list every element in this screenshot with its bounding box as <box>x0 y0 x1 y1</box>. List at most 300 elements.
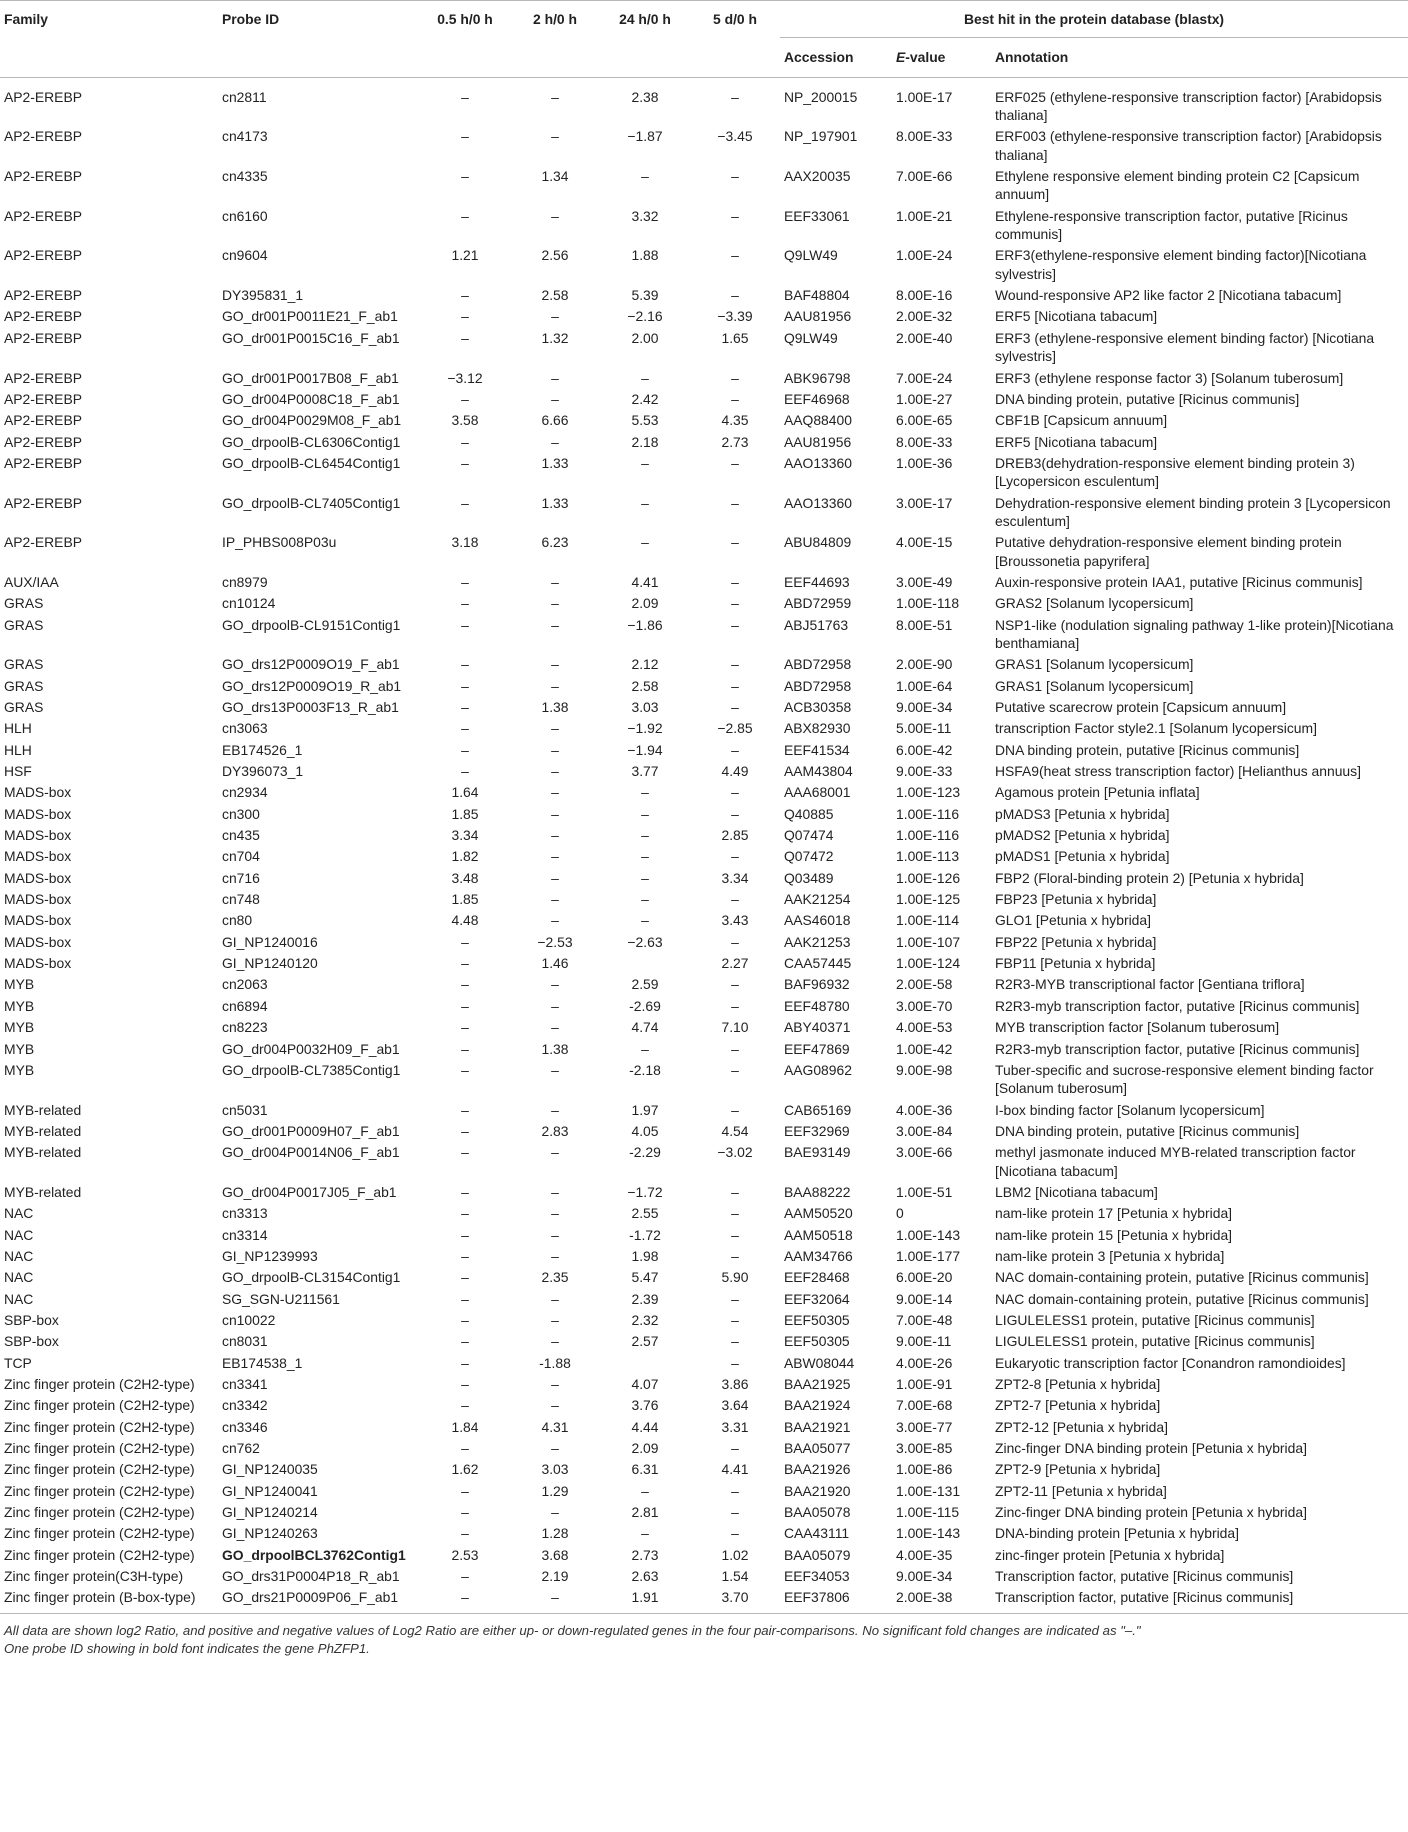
cell-ratio-2h: – <box>551 997 559 1014</box>
cell-ratio-5d: – <box>731 1290 739 1307</box>
cell-ratio-2h: 2.19 <box>541 1568 569 1585</box>
table-row <box>0 1523 1408 1544</box>
cell-ratio-2h: – <box>551 369 559 386</box>
cell-annotation: zinc-finger protein [Petunia x hybrida] <box>995 1546 1225 1563</box>
cell-ratio-24h: 2.18 <box>631 433 659 450</box>
cell-ratio-0-5h: – <box>461 997 469 1014</box>
cell-ratio-2h: – <box>551 848 559 865</box>
cell-family: AP2-EREBP <box>4 329 82 346</box>
cell-family: AP2-EREBP <box>4 412 82 429</box>
cell-annotation: nam-like protein 17 [Petunia x hybrida] <box>995 1205 1233 1222</box>
cell-ratio-2h: 1.33 <box>541 454 569 471</box>
cell-ratio-24h: 2.58 <box>631 677 659 694</box>
cell-probe-id: GO_drs13P0003F13_R_ab1 <box>222 699 399 715</box>
cell-evalue: 8.00E-51 <box>896 616 953 633</box>
table-row <box>0 328 1408 368</box>
cell-ratio-2h: 2.35 <box>541 1269 569 1286</box>
cell-ratio-0-5h: 3.58 <box>451 412 479 429</box>
cell-family: MYB-related <box>4 1101 82 1118</box>
cell-ratio-0-5h: – <box>461 1354 469 1371</box>
cell-annotation: ERF3(ethylene-responsive element binding factor)[Nicotiana sylvestris] <box>995 247 1367 282</box>
cell-probe-id: cn4335 <box>222 168 268 185</box>
cell-ratio-5d: 3.43 <box>721 912 749 929</box>
cell-ratio-5d: −3.39 <box>717 308 753 325</box>
cell-ratio-5d: 7.10 <box>721 1019 749 1036</box>
table-row <box>0 1289 1408 1310</box>
cell-family: AP2-EREBP <box>4 287 82 304</box>
cell-ratio-2h: 3.68 <box>541 1546 569 1563</box>
table-row <box>0 1545 1408 1566</box>
cell-family: MADS-box <box>4 848 72 865</box>
cell-ratio-24h: 2.63 <box>631 1568 659 1585</box>
cell-probe-id: cn6160 <box>222 207 268 224</box>
cell-probe-id: GI_NP1240263 <box>222 1525 318 1542</box>
cell-evalue: 1.00E-124 <box>896 955 961 972</box>
cell-ratio-24h: 3.76 <box>631 1397 659 1414</box>
cell-ratio-0-5h: – <box>461 1183 469 1200</box>
cell-accession: CAA43111 <box>784 1525 850 1542</box>
cell-accession: EEF32064 <box>784 1290 850 1307</box>
cell-accession: BAA21925 <box>784 1376 851 1392</box>
cell-evalue: 4.00E-15 <box>896 534 953 551</box>
cell-evalue: 1.00E-116 <box>896 805 960 822</box>
cell-family: MYB-related <box>4 1144 82 1161</box>
table-row <box>0 126 1408 166</box>
table-row <box>0 572 1408 593</box>
cell-probe-id: GI_NP1240035 <box>222 1461 318 1478</box>
cell-accession: ACB30358 <box>784 699 852 715</box>
cell-probe-id: cn3341 <box>222 1376 268 1392</box>
cell-evalue: 1.00E-177 <box>896 1247 961 1264</box>
cell-ratio-5d: 1.02 <box>721 1546 749 1563</box>
cell-probe-id: GO_drpoolBCL3762Contig1 <box>222 1546 406 1563</box>
cell-probe-id: GI_NP1240120 <box>222 955 318 972</box>
cell-family: AP2-EREBP <box>4 369 82 386</box>
cell-annotation: DNA binding protein, putative [Ricinus communis] <box>995 1122 1300 1139</box>
cell-accession: CAA57445 <box>784 955 852 972</box>
table-row <box>0 1502 1408 1523</box>
cell-evalue: 1.00E-24 <box>896 247 953 264</box>
cell-probe-id: GO_drpoolB-CL7385Contig1 <box>222 1061 401 1078</box>
cell-family: HLH <box>4 720 32 737</box>
cell-annotation: Wound-responsive AP2 like factor 2 [Nicotiana tabacum] <box>995 287 1342 304</box>
cell-ratio-0-5h: – <box>461 1226 469 1243</box>
cell-family: SBP-box <box>4 1311 59 1328</box>
cell-ratio-2h: 2.56 <box>541 247 569 264</box>
cell-family: GRAS <box>4 595 44 612</box>
cell-ratio-5d: – <box>731 848 739 865</box>
table-row <box>0 532 1408 572</box>
cell-accession: AAQ88400 <box>784 412 852 429</box>
cell-annotation: R2R3-myb transcription factor, putative [Ricinus communis] <box>995 1040 1360 1057</box>
table-header <box>0 1 1408 78</box>
table-row <box>0 493 1408 533</box>
header-probe-id: Probe ID <box>222 11 280 27</box>
table-row <box>0 676 1408 697</box>
cell-ratio-0-5h: – <box>461 88 469 105</box>
cell-ratio-24h: – <box>641 1482 649 1499</box>
cell-family: MADS-box <box>4 869 72 886</box>
cell-family: MADS-box <box>4 784 72 801</box>
cell-ratio-0-5h: – <box>461 1247 469 1264</box>
cell-evalue: 1.00E-86 <box>896 1461 953 1478</box>
cell-family: Zinc finger protein (C2H2-type) <box>4 1397 195 1414</box>
cell-ratio-24h: −2.16 <box>627 308 663 325</box>
cell-probe-id: cn2934 <box>222 784 268 801</box>
table-row <box>0 1353 1408 1374</box>
cell-ratio-2h: – <box>551 1247 559 1264</box>
cell-ratio-24h: 4.05 <box>631 1122 659 1139</box>
cell-probe-id: GO_dr004P0014N06_F_ab1 <box>222 1144 400 1161</box>
cell-annotation: DNA binding protein, putative [Ricinus communis] <box>995 741 1300 758</box>
cell-annotation: Agamous protein [Petunia inflata] <box>995 784 1200 801</box>
cell-ratio-2h: 6.66 <box>541 412 569 429</box>
cell-ratio-2h: 1.28 <box>541 1525 569 1542</box>
cell-ratio-5d: – <box>731 976 739 993</box>
cell-ratio-0-5h: – <box>461 677 469 694</box>
cell-ratio-24h: 4.74 <box>631 1019 659 1036</box>
cell-annotation: transcription Factor style2.1 [Solanum lycopersicum] <box>995 720 1317 737</box>
cell-annotation: ZPT2-11 [Petunia x hybrida] <box>995 1482 1167 1499</box>
cell-annotation: Ethylene responsive element binding protein C2 [Capsicum annuum] <box>995 168 1360 203</box>
cell-evalue: 9.00E-34 <box>896 699 953 715</box>
cell-probe-id: GO_drpoolB-CL6454Contig1 <box>222 454 401 471</box>
cell-annotation: Ethylene-responsive transcription factor, putative [Ricinus communis] <box>995 207 1348 243</box>
cell-probe-id: GI_NP1240041 <box>222 1482 318 1499</box>
cell-ratio-2h: – <box>551 741 559 758</box>
cell-ratio-0-5h: 3.34 <box>451 827 479 844</box>
cell-accession: AAS46018 <box>784 912 851 929</box>
cell-ratio-2h: 6.23 <box>541 534 569 551</box>
table-row <box>0 77 1408 126</box>
cell-family: GRAS <box>4 616 44 633</box>
cell-annotation: Tuber-specific and sucrose-responsive element binding factor [Solanum tuberosum] <box>995 1061 1374 1097</box>
cell-family: Zinc finger protein (C2H2-type) <box>4 1440 195 1457</box>
cell-ratio-5d: – <box>731 168 739 185</box>
cell-evalue: 1.00E-114 <box>896 912 960 929</box>
cell-evalue: 6.00E-65 <box>896 412 953 429</box>
cell-ratio-2h: 1.29 <box>541 1482 569 1499</box>
cell-accession: AAU81956 <box>784 433 852 450</box>
cell-probe-id: cn8223 <box>222 1019 268 1036</box>
cell-ratio-5d: −3.45 <box>717 128 753 145</box>
cell-evalue: 1.00E-51 <box>896 1183 953 1200</box>
cell-ratio-5d: – <box>731 1226 739 1243</box>
cell-probe-id: GO_drs31P0004P18_R_ab1 <box>222 1568 400 1585</box>
cell-probe-id: cn435 <box>222 827 260 844</box>
cell-family: MADS-box <box>4 827 72 844</box>
cell-annotation: Auxin-responsive protein IAA1, putative [Ricinus communis] <box>995 573 1363 590</box>
cell-accession: Q40885 <box>784 805 834 822</box>
cell-evalue: 2.00E-40 <box>896 329 953 346</box>
cell-probe-id: cn9604 <box>222 247 268 264</box>
table-row <box>0 206 1408 246</box>
cell-ratio-2h: – <box>551 1397 559 1414</box>
cell-annotation: LBM2 [Nicotiana tabacum] <box>995 1183 1158 1200</box>
cell-ratio-0-5h: – <box>461 287 469 304</box>
cell-family: MYB <box>4 1040 35 1057</box>
cell-probe-id: cn300 <box>222 805 260 822</box>
cell-evalue: 7.00E-68 <box>896 1397 953 1414</box>
cell-ratio-5d: – <box>731 88 739 105</box>
cell-annotation: Transcription factor, putative [Ricinus communis] <box>995 1589 1294 1606</box>
cell-ratio-2h: −2.53 <box>537 933 573 950</box>
cell-evalue: 1.00E-17 <box>896 88 953 105</box>
cell-ratio-24h: – <box>641 369 649 386</box>
cell-annotation: R2R3-myb transcription factor, putative [Ricinus communis] <box>995 997 1360 1014</box>
table-row <box>0 1142 1408 1182</box>
cell-ratio-5d: – <box>731 933 739 950</box>
cell-family: TCP <box>4 1354 32 1371</box>
cell-family: MYB <box>4 997 35 1014</box>
cell-annotation: ZPT2-9 [Petunia x hybrida] <box>995 1461 1161 1478</box>
cell-evalue: 6.00E-42 <box>896 741 953 758</box>
cell-ratio-24h: −1.86 <box>627 616 663 633</box>
cell-family: MADS-box <box>4 933 72 950</box>
table-row <box>0 910 1408 931</box>
cell-probe-id: cn80 <box>222 912 253 929</box>
cell-evalue: 9.00E-11 <box>896 1333 952 1350</box>
cell-family: Zinc finger protein(C3H-type) <box>4 1568 184 1585</box>
cell-accession: ABW08044 <box>784 1354 855 1371</box>
cell-ratio-5d: – <box>731 699 739 715</box>
cell-ratio-0-5h: – <box>461 207 469 224</box>
cell-probe-id: GO_drpoolB-CL3154Contig1 <box>222 1269 401 1286</box>
cell-accession: EEF28468 <box>784 1269 850 1286</box>
cell-accession: EEF50305 <box>784 1333 850 1350</box>
cell-ratio-0-5h: – <box>461 933 469 950</box>
cell-family: GRAS <box>4 656 44 673</box>
cell-ratio-2h: – <box>551 1019 559 1036</box>
cell-ratio-2h: 2.58 <box>541 287 569 304</box>
cell-evalue: 1.00E-125 <box>896 891 961 908</box>
cell-accession: ABX82930 <box>784 720 851 737</box>
cell-accession: ABY40371 <box>784 1019 851 1036</box>
cell-annotation: LIGULELESS1 protein, putative [Ricinus communis] <box>995 1333 1315 1350</box>
cell-evalue: 2.00E-38 <box>896 1589 953 1606</box>
cell-ratio-5d: – <box>731 1333 739 1350</box>
cell-ratio-24h: – <box>641 494 649 511</box>
cell-ratio-24h <box>600 1353 690 1374</box>
cell-ratio-0-5h: – <box>461 433 469 450</box>
cell-ratio-0-5h: – <box>461 1290 469 1307</box>
cell-ratio-0-5h: – <box>461 329 469 346</box>
cell-ratio-5d: – <box>731 1482 739 1499</box>
table-footnote: All data are shown log2 Ratio, and positive and negative values of Log2 Ratio are either up- or down-regulated genes in the four pair-comparisons. No significant fold changes are indicated as "–." One probe ID showing in bold font indicates the gene PhZFP1. <box>4 1622 1141 1657</box>
cell-ratio-24h: 1.88 <box>631 247 659 264</box>
cell-evalue: 4.00E-36 <box>896 1101 953 1118</box>
cell-probe-id: cn2811 <box>222 88 267 105</box>
cell-probe-id: cn2063 <box>222 976 268 993</box>
header-ratio-2h: 2 h/0 h <box>533 11 577 27</box>
cell-ratio-24h: 2.55 <box>631 1205 659 1222</box>
cell-annotation: ERF003 (ethylene-responsive transcription factor) [Arabidopsis thaliana] <box>995 128 1382 163</box>
cell-ratio-24h: -1.72 <box>629 1226 661 1243</box>
cell-annotation: ZPT2-8 [Petunia x hybrida] <box>995 1376 1161 1392</box>
cell-ratio-5d: – <box>731 247 739 264</box>
cell-annotation: DREB3(dehydration-responsive element binding protein 3)[Lycopersicon esculentum] <box>995 454 1355 490</box>
cell-ratio-24h: -2.29 <box>629 1144 661 1161</box>
cell-ratio-0-5h: 4.48 <box>451 912 479 929</box>
cell-family: Zinc finger protein (C2H2-type) <box>4 1461 195 1478</box>
cell-annotation: ERF3 (ethylene-responsive element binding factor) [Nicotiana sylvestris] <box>995 329 1375 365</box>
cell-accession: BAA05079 <box>784 1546 851 1563</box>
cell-ratio-2h: – <box>551 616 559 633</box>
cell-ratio-5d: 1.65 <box>721 329 749 346</box>
cell-ratio-0-5h: 1.85 <box>451 805 479 822</box>
cell-ratio-5d: 3.31 <box>721 1418 749 1435</box>
cell-ratio-0-5h: – <box>461 1101 469 1118</box>
header-ratio-24h: 24 h/0 h <box>619 11 671 27</box>
cell-ratio-24h: – <box>641 1525 649 1542</box>
cell-ratio-5d: −2.85 <box>717 720 753 737</box>
table-row <box>0 804 1408 825</box>
cell-ratio-2h: – <box>551 308 559 325</box>
table-row <box>0 953 1408 974</box>
cell-ratio-24h: 3.32 <box>631 207 659 224</box>
cell-ratio-0-5h: – <box>461 1589 469 1606</box>
cell-annotation: Zinc-finger DNA binding protein [Petunia x hybrida] <box>995 1504 1307 1521</box>
table-row <box>0 1374 1408 1395</box>
cell-evalue: 9.00E-14 <box>896 1290 953 1307</box>
cell-ratio-2h: – <box>551 433 559 450</box>
cell-ratio-0-5h: – <box>461 595 469 612</box>
cell-ratio-5d: – <box>731 616 739 633</box>
header-evalue <box>892 38 991 77</box>
cell-ratio-24h: 2.09 <box>631 595 659 612</box>
cell-annotation: Putative dehydration-responsive element binding protein [Broussonetia papyrifera] <box>995 534 1342 569</box>
cell-ratio-24h: – <box>641 1040 649 1057</box>
cell-evalue: 9.00E-33 <box>896 763 953 780</box>
cell-ratio-0-5h: 1.21 <box>451 247 479 264</box>
cell-ratio-24h: – <box>641 168 649 185</box>
header-evalue-e: E <box>896 49 906 66</box>
cell-ratio-2h: – <box>551 207 559 224</box>
cell-evalue: 1.00E-27 <box>896 390 953 407</box>
cell-ratio-0-5h: – <box>461 1397 469 1414</box>
cell-ratio-24h: −2.63 <box>627 933 663 950</box>
table-row <box>0 1310 1408 1331</box>
cell-accession: EEF47869 <box>784 1040 850 1057</box>
cell-probe-id: cn704 <box>222 848 260 865</box>
cell-ratio-24h: 2.39 <box>631 1290 659 1307</box>
cell-ratio-0-5h: – <box>461 1568 469 1585</box>
cell-accession: BAA88222 <box>784 1183 851 1200</box>
cell-ratio-5d: – <box>731 207 739 224</box>
cell-ratio-2h: – <box>551 763 559 780</box>
cell-accession: BAA21924 <box>784 1397 851 1414</box>
cell-ratio-0-5h: – <box>461 955 469 972</box>
cell-ratio-0-5h: – <box>461 1040 469 1057</box>
cell-evalue: 9.00E-98 <box>896 1061 953 1078</box>
cell-ratio-24h: – <box>641 454 649 471</box>
cell-probe-id: GI_NP1239993 <box>222 1247 318 1264</box>
cell-accession: AAK21254 <box>784 891 851 908</box>
cell-ratio-24h: – <box>641 891 649 908</box>
cell-ratio-2h: – <box>551 869 559 886</box>
cell-ratio-5d: – <box>731 656 739 673</box>
header-evalue-rest: -value <box>905 49 946 66</box>
cell-ratio-2h: – <box>551 1311 559 1328</box>
cell-probe-id: GO_dr001P0015C16_F_ab1 <box>222 329 400 346</box>
cell-accession: EEF41534 <box>784 741 850 758</box>
cell-ratio-0-5h: – <box>461 1205 469 1222</box>
cell-probe-id: cn8979 <box>222 573 268 590</box>
cell-ratio-0-5h: −3.12 <box>447 369 483 386</box>
cell-ratio-24h <box>600 953 690 974</box>
cell-probe-id: cn3314 <box>222 1226 268 1243</box>
cell-accession: Q07474 <box>784 827 834 844</box>
table-row <box>0 166 1408 206</box>
cell-evalue: 5.00E-11 <box>896 720 952 737</box>
cell-ratio-5d: – <box>731 805 739 822</box>
cell-ratio-2h: – <box>551 656 559 673</box>
table-row <box>0 285 1408 306</box>
table-row <box>0 868 1408 889</box>
cell-accession: NP_197901 <box>784 128 858 145</box>
cell-ratio-5d: – <box>731 1247 739 1264</box>
table-row <box>0 368 1408 389</box>
cell-evalue: 1.00E-116 <box>896 827 960 844</box>
cell-accession: EEF44693 <box>784 573 850 590</box>
cell-ratio-24h: 2.42 <box>631 390 659 407</box>
cell-ratio-24h: 5.47 <box>631 1269 659 1286</box>
cell-accession: ABD72959 <box>784 595 852 612</box>
cell-family: Zinc finger protein (C2H2-type) <box>4 1546 195 1563</box>
cell-ratio-24h: 5.53 <box>631 412 659 429</box>
cell-ratio-5d: 3.86 <box>721 1376 749 1392</box>
cell-accession: BAA05078 <box>784 1504 851 1521</box>
table-row <box>0 782 1408 803</box>
cell-ratio-24h: – <box>641 912 649 929</box>
cell-evalue: 1.00E-126 <box>896 869 961 886</box>
cell-ratio-2h: – <box>551 1376 559 1392</box>
cell-family: AP2-EREBP <box>4 433 82 450</box>
table-row <box>0 615 1408 655</box>
cell-ratio-0-5h: 1.82 <box>451 848 479 865</box>
cell-ratio-0-5h: – <box>461 128 469 145</box>
cell-probe-id: cn762 <box>222 1440 260 1457</box>
table-row <box>0 740 1408 761</box>
cell-evalue: 6.00E-20 <box>896 1269 953 1286</box>
cell-accession: EEF34053 <box>784 1568 850 1585</box>
cell-ratio-5d: – <box>731 494 739 511</box>
cell-ratio-5d: – <box>731 1525 739 1542</box>
table-row <box>0 389 1408 410</box>
header-accession: Accession <box>784 49 854 66</box>
cell-evalue: 4.00E-26 <box>896 1354 953 1371</box>
cell-family: AP2-EREBP <box>4 168 82 185</box>
cell-ratio-2h: 1.32 <box>541 329 569 346</box>
cell-ratio-24h: 2.38 <box>631 88 659 105</box>
cell-ratio-24h: 1.91 <box>631 1589 659 1606</box>
cell-ratio-5d: – <box>731 677 739 694</box>
table-row <box>0 593 1408 614</box>
cell-ratio-5d: 4.41 <box>721 1461 749 1478</box>
cell-ratio-5d: −3.02 <box>717 1144 753 1161</box>
cell-ratio-2h: – <box>551 720 559 737</box>
cell-probe-id: cn3313 <box>222 1205 268 1222</box>
cell-family: AP2-EREBP <box>4 494 82 511</box>
cell-ratio-24h: – <box>641 869 649 886</box>
cell-ratio-5d: – <box>731 1311 739 1328</box>
cell-probe-id: DY395831_1 <box>222 287 304 304</box>
cell-family: NAC <box>4 1290 34 1307</box>
table-row <box>0 453 1408 493</box>
cell-ratio-2h: – <box>551 1144 559 1161</box>
cell-accession: EEF50305 <box>784 1311 850 1328</box>
cell-family: MYB <box>4 1061 35 1078</box>
